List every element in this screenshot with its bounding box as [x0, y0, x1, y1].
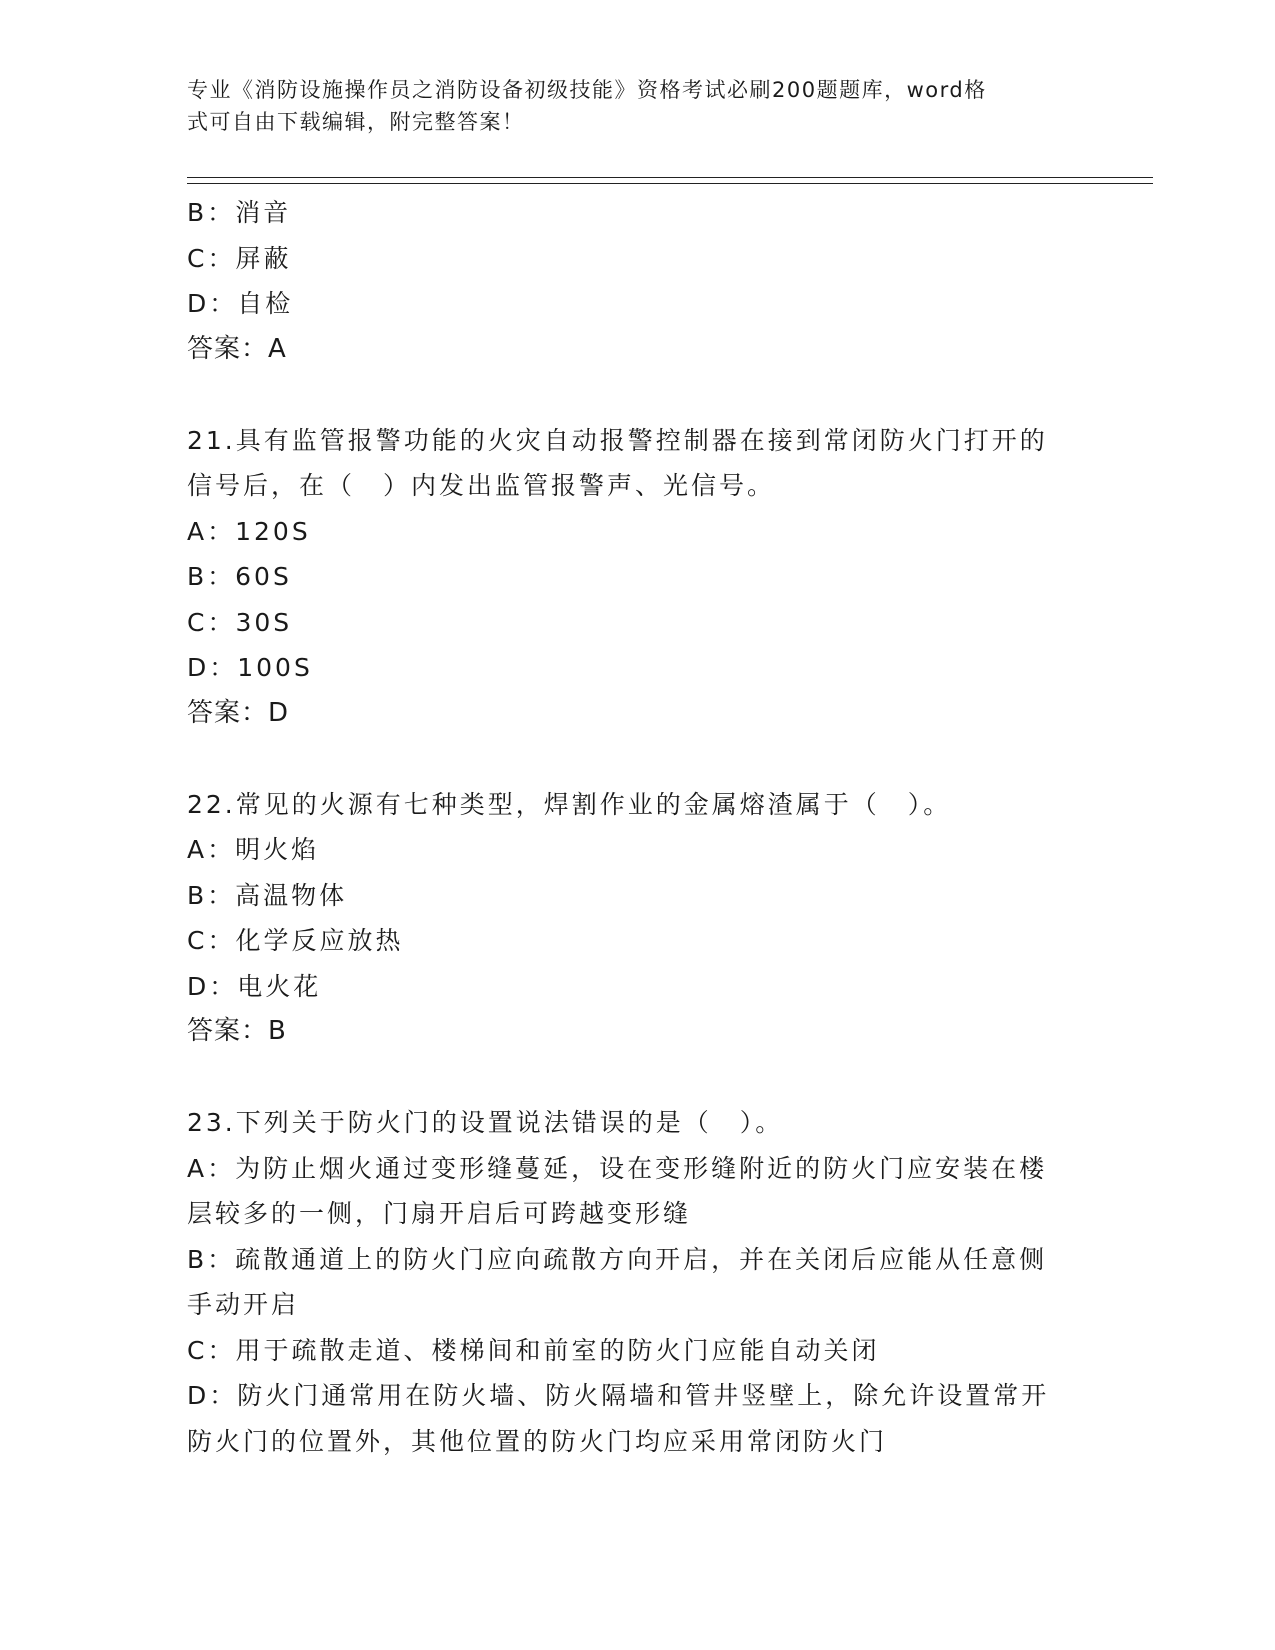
- option-c: C：30S: [187, 607, 293, 637]
- option-d: D：电火花: [187, 971, 322, 1001]
- option-b: B：高温物体: [187, 880, 348, 910]
- question-stem: 22.常见的火源有七种类型，焊割作业的金属熔渣属于（ ）。: [187, 789, 952, 819]
- header-divider-bottom: [187, 183, 1153, 184]
- page-header: [187, 74, 1067, 138]
- option-b: B：60S: [187, 562, 292, 591]
- header-line-1: 专业《消防设施操作员之消防设备初级技能》资格考试必刷200题题库，word格: [187, 78, 987, 102]
- previous-question-options: [187, 190, 1087, 327]
- question-stem: 21.具有监管报警功能的火灾自动报警控制器在接到常闭防火门打开的: [187, 425, 1048, 455]
- question-stem: 信号后，在（ ）内发出监管报警声、光信号。: [187, 471, 776, 500]
- option-d: D：自检: [187, 289, 294, 318]
- option-a: A：明火焰: [187, 835, 320, 864]
- answer-line: 答案：D: [187, 697, 290, 728]
- header-line-2: 式可自由下载编辑，附完整答案！: [187, 110, 525, 134]
- answer-line: 答案：B: [187, 1016, 287, 1046]
- option-c: C：用于疏散走道、楼梯间和前室的防火门应能自动关闭: [187, 1335, 880, 1365]
- option-c: C：屏蔽: [187, 243, 292, 273]
- option-b: B：消音: [187, 198, 292, 227]
- question-23: [187, 1100, 1087, 1464]
- option-a: A：120S: [187, 516, 311, 546]
- option-b: B：疏散通道上的防火门应向疏散方向开启，并在关闭后应能从任意侧: [187, 1244, 1048, 1274]
- question-content: [187, 190, 1087, 1464]
- question-21: [187, 418, 1087, 737]
- option-d: D：100S: [187, 653, 313, 682]
- option-b-continued: 手动开启: [187, 1290, 300, 1319]
- option-a: A：为防止烟火通过变形缝蔓延，设在变形缝附近的防火门应安装在楼: [187, 1153, 1048, 1183]
- option-c: C：化学反应放热: [187, 926, 404, 955]
- answer-line: 答案：A: [187, 333, 287, 364]
- option-d: D：防火门通常用在防火墙、防火隔墙和管井竖壁上，除允许设置常开: [187, 1381, 1050, 1410]
- question-22: [187, 782, 1087, 1055]
- option-d-continued: 防火门的位置外，其他位置的防火门均应采用常闭防火门: [187, 1426, 888, 1456]
- question-stem: 23.下列关于防火门的设置说法错误的是（ ）。: [187, 1108, 784, 1137]
- option-a-continued: 层较多的一侧，门扇开启后可跨越变形缝: [187, 1199, 692, 1228]
- header-divider-top: [187, 177, 1153, 178]
